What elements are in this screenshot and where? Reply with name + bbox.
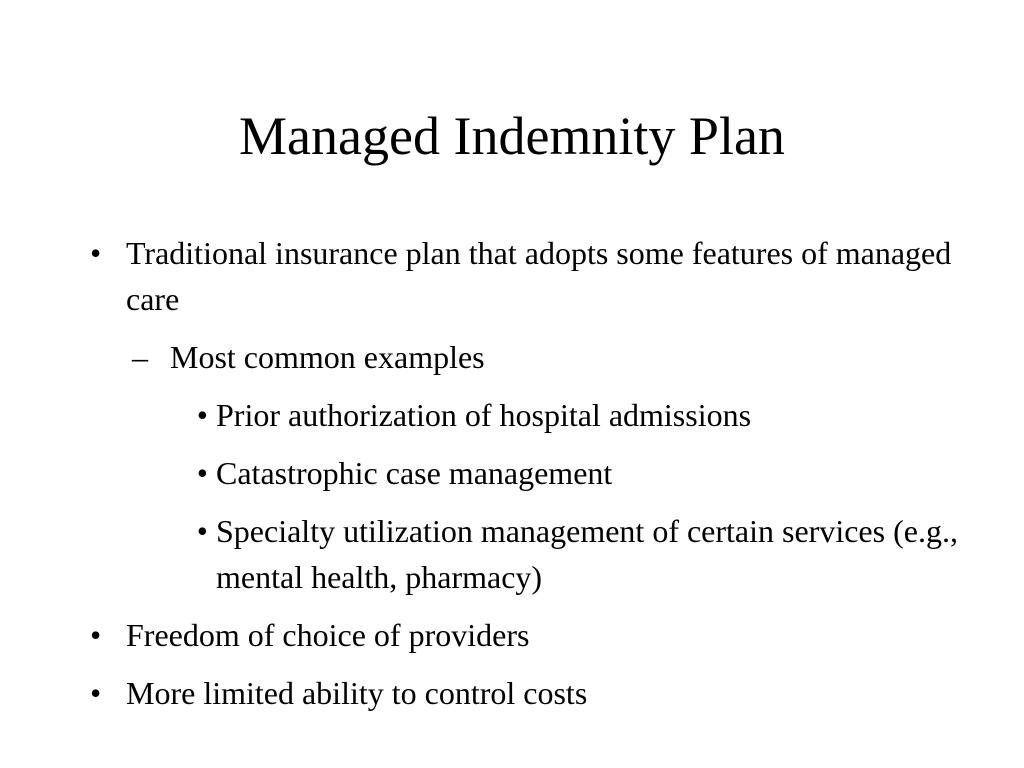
sub-sub-bullet-text: Catastrophic case management [216,455,613,491]
bullet-item [84,612,964,658]
bullet-marker: • [196,513,208,549]
bullet-marker: • [90,675,102,711]
sub-bullet-item [132,334,964,380]
bullet-item [84,670,964,716]
bullet-marker: • [196,397,208,433]
bullet-text: Traditional insurance plan that adopts some features of managed care [126,235,952,317]
bullet-text: Freedom of choice of providers [126,617,530,653]
slide-title: Managed Indemnity Plan [239,106,785,166]
sub-sub-bullet-item [180,508,964,600]
dash-marker: – [132,339,148,375]
sub-sub-bullet-item [180,392,964,438]
bullet-list [84,230,964,716]
bullet-marker: • [90,235,102,271]
bullet-text: More limited ability to control costs [126,675,588,711]
sub-sub-bullet-text: Specialty utilization management of certain services (e.g., mental health, pharmacy) [216,513,958,595]
bullet-marker: • [196,455,208,491]
sub-sub-bullet-text: Prior authorization of hospital admissions [216,397,752,433]
bullet-item [84,230,964,322]
sub-sub-bullet-item [180,450,964,496]
sub-bullet-text: Most common examples [170,339,485,375]
bullet-marker: • [90,617,102,653]
